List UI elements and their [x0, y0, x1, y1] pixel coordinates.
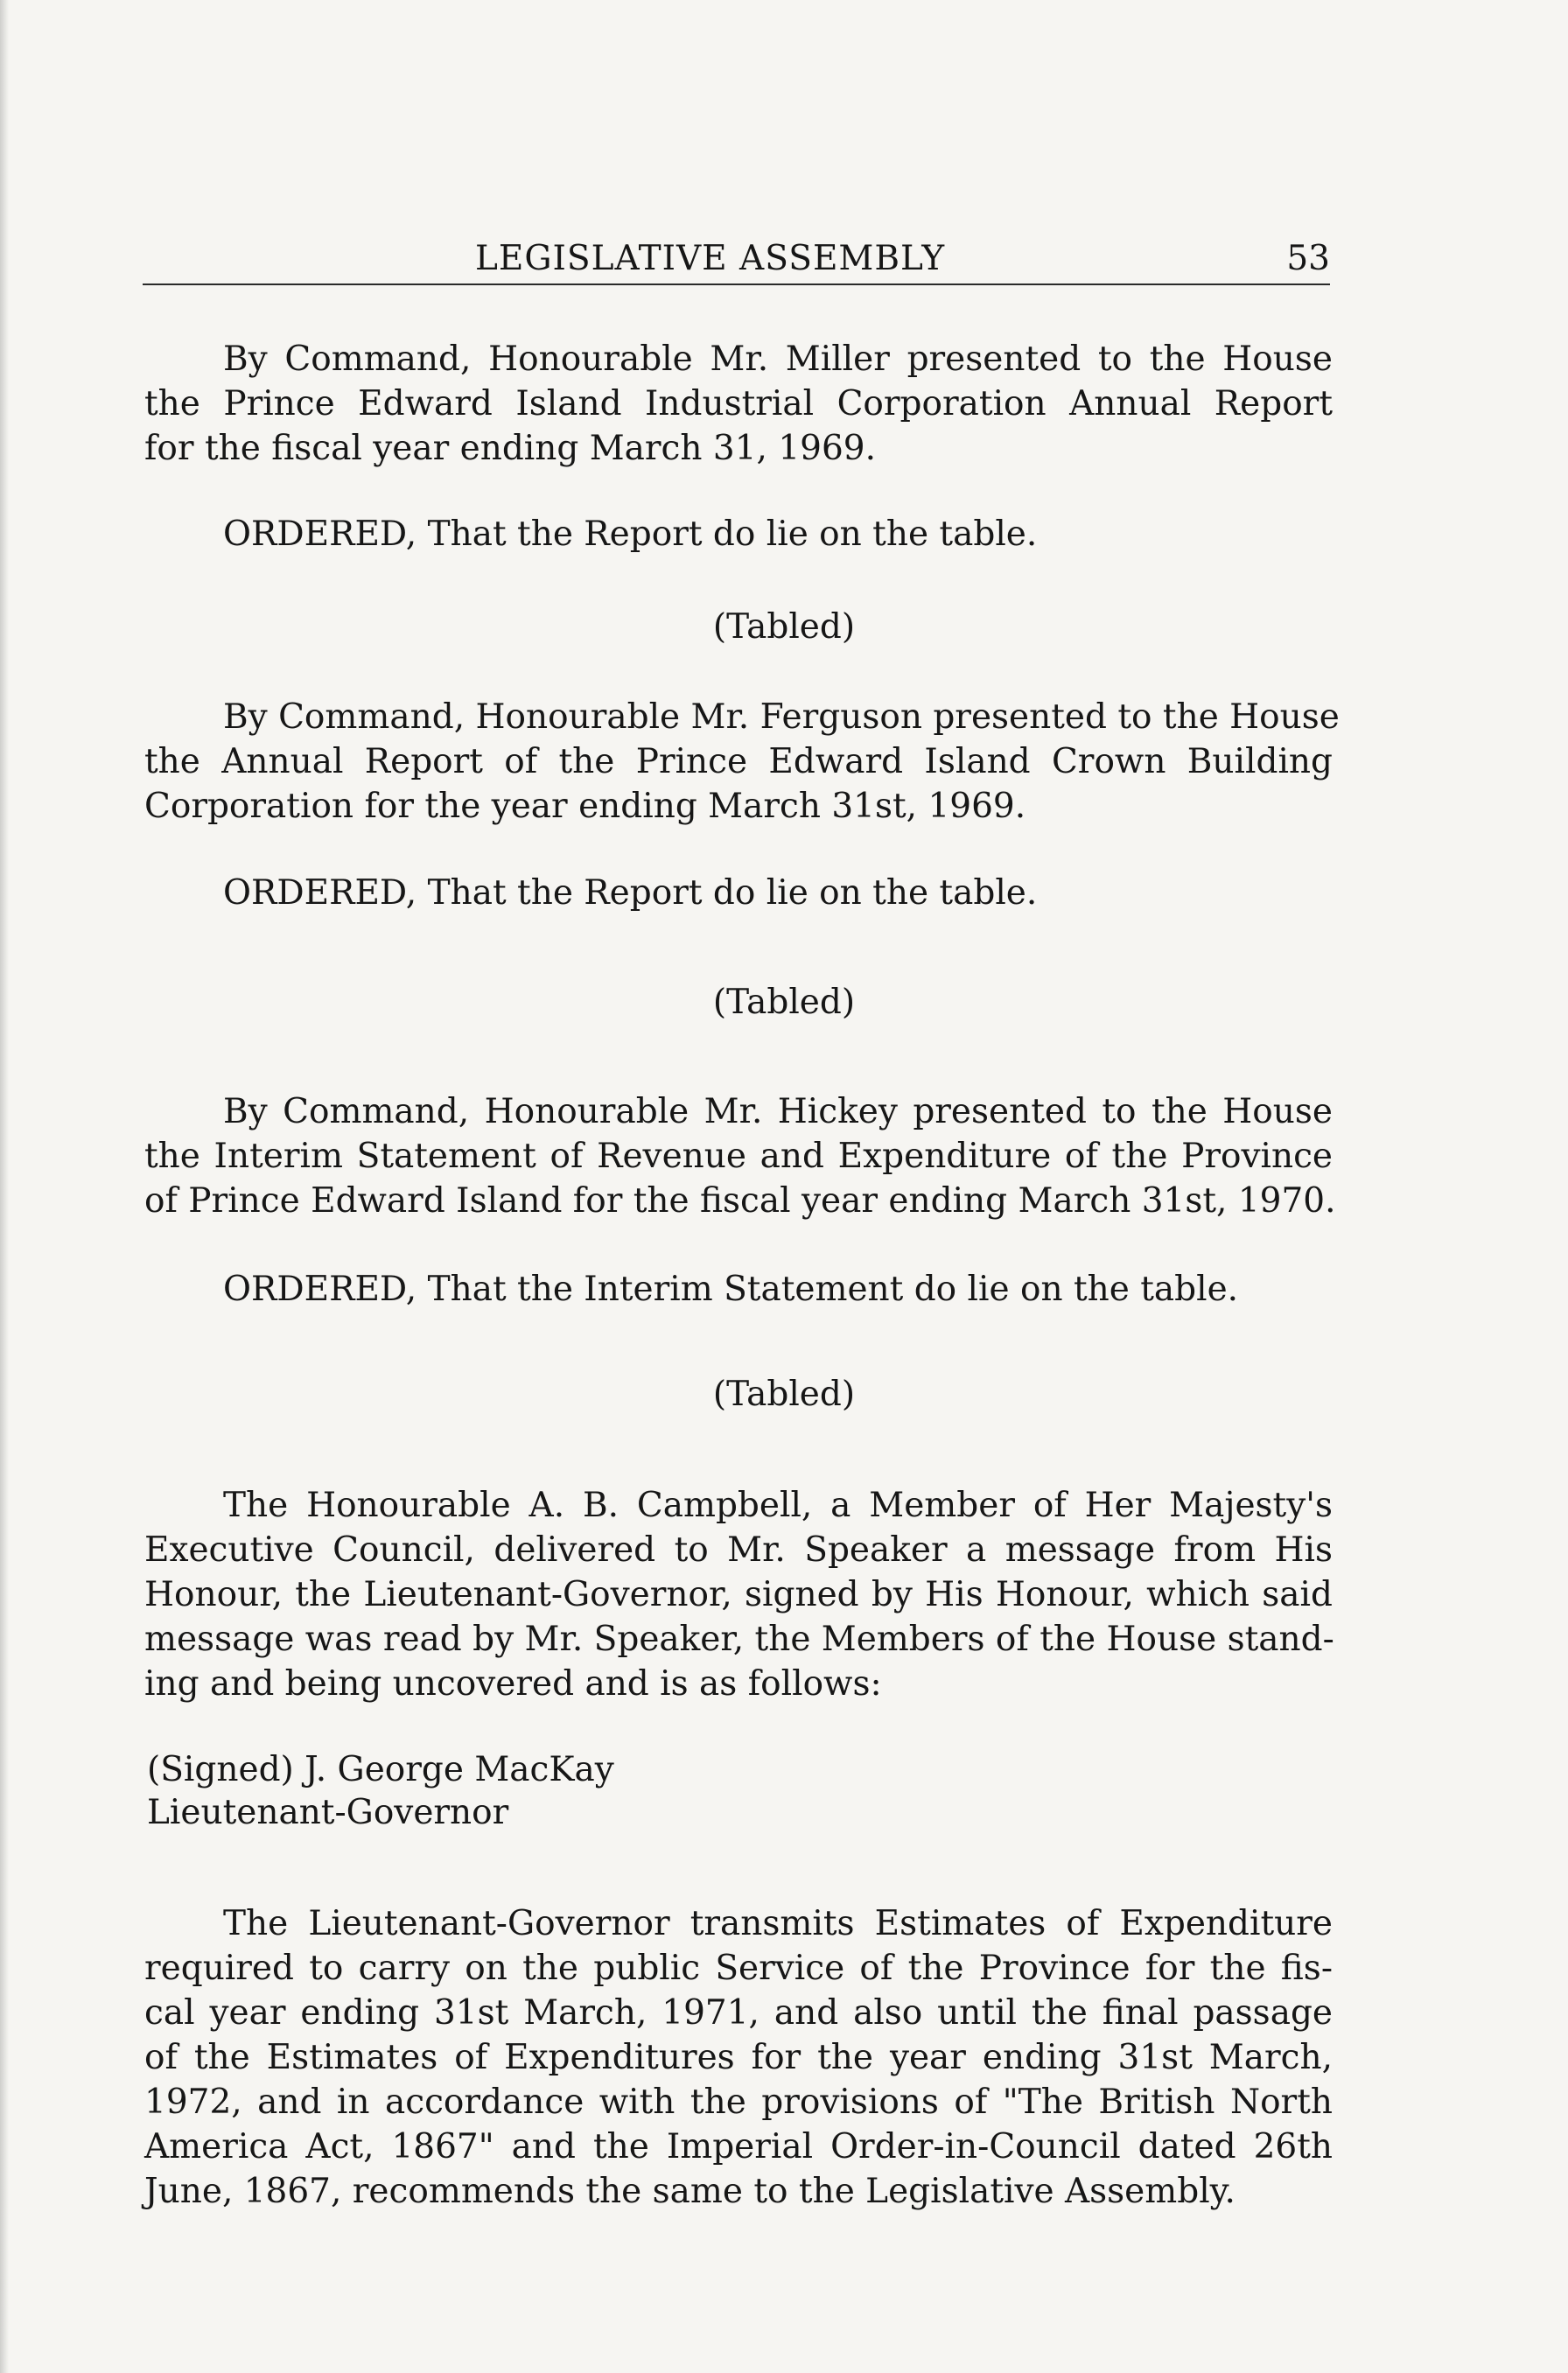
paragraph-line: ing and being uncovered and is as follows: — [144, 1664, 882, 1704]
entry-hickey-paragraph — [144, 1089, 1336, 1223]
paragraph-line: required to carry on the public Service of the Province for the fis- — [144, 1949, 1333, 1988]
paragraph-line: America Act, 1867" and the Imperial Order-in-Council dated 26th — [144, 2127, 1333, 2166]
running-head: LEGISLATIVE ASSEMBLY — [475, 239, 946, 278]
entry-ferguson-ordered: ORDERED, That the Report do lie on the table. — [223, 873, 1038, 913]
page-number: 53 — [1286, 239, 1330, 278]
paragraph-line: the Annual Report of the Prince Edward Island Crown Building — [144, 742, 1333, 781]
paragraph-line: The Lieutenant-Governor transmits Estimates of Expenditure — [223, 1904, 1333, 1943]
paragraph-line: The Honourable A. B. Campbell, a Member of Her Majesty's — [223, 1486, 1333, 1525]
entry-ferguson-paragraph — [144, 695, 1340, 829]
paragraph-line: Honour, the Lieutenant-Governor, signed by His Honour, which said — [144, 1575, 1333, 1614]
paragraph-line: Corporation for the year ending March 31st, 1969. — [144, 787, 1026, 826]
paragraph-line: the Prince Edward Island Industrial Corporation Annual Report — [144, 384, 1333, 424]
entry-hickey-tabled: (Tabled) — [712, 1375, 856, 1414]
signed-line: (Signed) J. George MacKay — [147, 1750, 614, 1789]
signature-block — [147, 1748, 614, 1834]
entry-miller-paragraph — [144, 337, 1333, 471]
paragraph-line: of the Estimates of Expenditures for the year ending 31st March, — [144, 2038, 1333, 2077]
page-header — [143, 234, 1330, 285]
entry-ferguson-tabled: (Tabled) — [712, 983, 856, 1022]
signatory-title: Lieutenant-Governor — [147, 1793, 509, 1832]
paragraph-line: By Command, Honourable Mr. Hickey presented to the House — [223, 1092, 1333, 1131]
paragraph-line: message was read by Mr. Speaker, the Members of the House stand- — [144, 1620, 1334, 1659]
message-body-paragraph — [144, 1901, 1333, 2214]
paragraph-line: June, 1867, recommends the same to the Legislative Assembly. — [144, 2172, 1236, 2211]
paragraph-line: By Command, Honourable Mr. Ferguson presented to the House — [223, 697, 1340, 737]
paragraph-line: cal year ending 31st March, 1971, and also until the final passage — [144, 1993, 1333, 2033]
message-intro-paragraph — [144, 1483, 1333, 1706]
page-edge-shadow — [0, 0, 9, 2373]
paragraph-line: By Command, Honourable Mr. Miller presented to the House — [223, 340, 1333, 379]
paragraph-line: the Interim Statement of Revenue and Expenditure of the Province — [144, 1137, 1333, 1176]
paragraph-line: Executive Council, delivered to Mr. Speaker a message from His — [144, 1530, 1333, 1570]
entry-miller-tabled: (Tabled) — [712, 607, 856, 647]
entry-miller-ordered: ORDERED, That the Report do lie on the table. — [223, 514, 1038, 554]
paragraph-line: for the fiscal year ending March 31, 1969. — [144, 429, 876, 468]
entry-hickey-ordered: ORDERED, That the Interim Statement do lie on the table. — [223, 1270, 1239, 1309]
paragraph-line: of Prince Edward Island for the fiscal year ending March 31st, 1970. — [144, 1181, 1336, 1221]
paragraph-line: 1972, and in accordance with the provisions of "The British North — [144, 2082, 1333, 2122]
